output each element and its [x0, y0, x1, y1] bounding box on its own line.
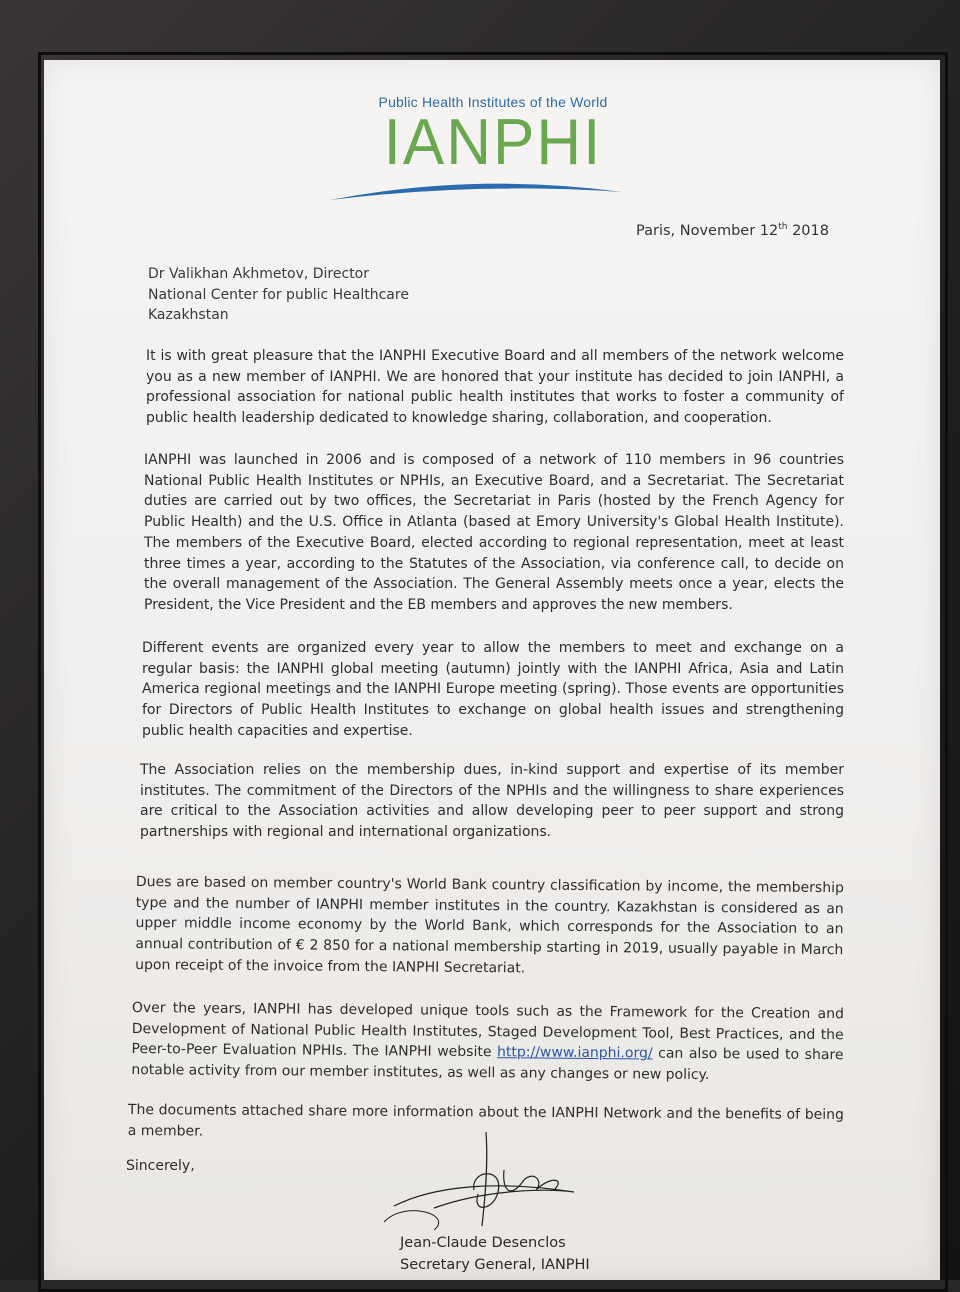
letter-date [636, 222, 829, 239]
paragraph-dues: Dues are based on member country's World Bank country classification by income, the membership type and the number of IANPHI member institutes in the country. Kazakhstan is considered as an upper middle income economy by the World Bank, which corresponds for the Association to an annual contribution of € 2 850 for a national membership starting in 2019, usually payable in March upon receipt of the invoice from the IANPHI Secretariat. [135, 873, 844, 977]
recipient-name: Dr Valikhan Akhmetov, Director [148, 266, 370, 282]
tools-text-after: can also be used to share notable activity from our member institutes, as well as any changes or new policy. [131, 1045, 844, 1084]
paragraph-funding: The Association relies on the membership dues, in-kind support and expertise of its member institutes. The commitment of the Directors of the NPHIs and the willingness to share experiences are critical to the Association activities and allow developing peer to peer support and strong partnerships with regional and international organizations. [140, 762, 844, 841]
logo-swoosh-icon [326, 178, 626, 202]
recipient-address [148, 264, 409, 326]
signer-title: Secretary General, IANPHI [400, 1257, 590, 1273]
logo-tagline: Public Health Institutes of the World [378, 94, 608, 110]
date-ordinal: th [778, 222, 788, 232]
signer-name: Jean-Claude Desenclos [400, 1235, 566, 1251]
recipient-country: Kazakhstan [148, 307, 229, 323]
date-year: 2018 [787, 222, 829, 239]
paragraph-welcome: It is with great pleasure that the IANPHI Executive Board and all members of the network welcome you as a new member of IANPHI. We are honored that your institute has decided to join IANPHI, a professional association for national public health institutes that works to foster a community of public health leadership dedicated to knowledge sharing, collaboration, and cooperation. [146, 348, 844, 427]
logo-wordmark: IANPHI [383, 106, 603, 179]
paragraph-structure: IANPHI was launched in 2006 and is composed of a network of 110 members in 96 countries National Public Health Institutes or NPHIs, an Executive Board, and a Secretariat. The Secretariat duties are carried out by two offices, the Secretariat in Paris (hosted by the French Agency for Public Health) and the U.S. Office in Atlanta (based at Emory University's Global Health Institute). The members of the Executive Board, elected according to regional representation, meet at least three times a year, according to the Statutes of the Association, via conference call, to decide on the overall management of the Association. The General Assembly meets once a year, elects the President, the Vice President and the EB members and approves the new members. [144, 452, 844, 613]
date-text: Paris, November 12 [636, 222, 779, 239]
closing: Sincerely, [126, 1158, 195, 1174]
paragraph-tools [131, 998, 844, 1087]
signer-block [400, 1232, 590, 1276]
ianphi-website-link[interactable]: http://www.ianphi.org/ [496, 1044, 653, 1062]
paragraph-documents: The documents attached share more information about the IANPHI Network and the benefits of being a member. [127, 1102, 844, 1140]
ianphi-logo [358, 90, 628, 230]
recipient-organization: National Center for public Healthcare [148, 286, 409, 303]
tools-text-before: Over the years, IANPHI has developed unique tools such as the Framework for the Creation and Development of National Public Health Institutes, Staged Development Tool, Best Practices, and the Peer-to-Peer Evaluation NPHIs. The IANPHI website [131, 999, 844, 1061]
paragraph-events: Different events are organized every year to allow the members to meet and exchange on a regular basis: the IANPHI global meeting (autumn) jointly with the IANPHI Africa, Asia and Latin America regional meetings and the IANPHI Europe meeting (spring). Those events are opportunities for Directors of Public Health Institutes to exchange on global health issues and strengthening public health capacities and expertise. [142, 640, 844, 739]
handwritten-signature [374, 1130, 594, 1240]
letter-sheet [44, 60, 940, 1280]
